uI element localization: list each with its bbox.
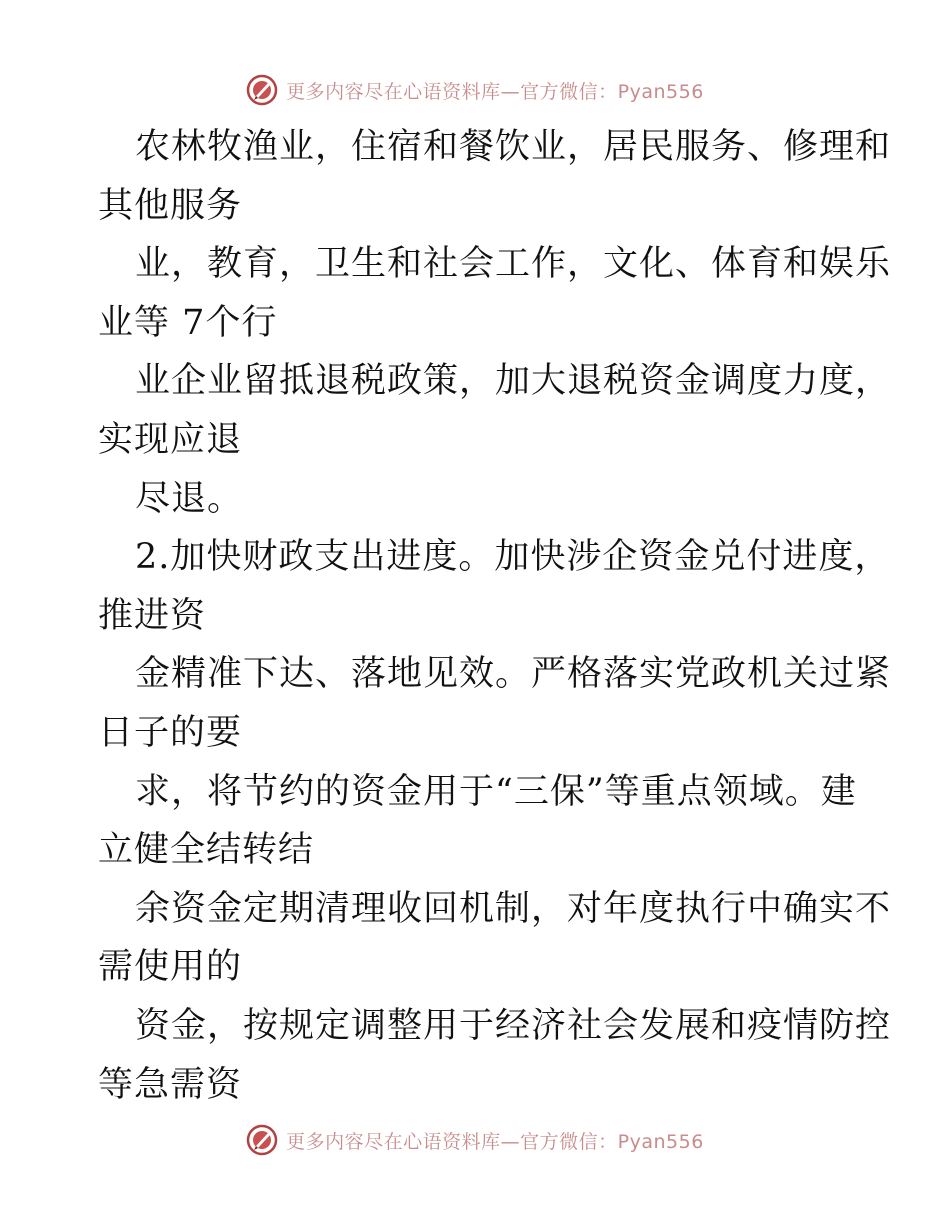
body-line: 2.加快财政支出进度。加快涉企资金兑付进度，	[135, 537, 891, 578]
body-line: 资金，按规定调整用于经济社会发展和疫情防控	[135, 1005, 892, 1046]
body-line: 等急需资	[98, 1064, 243, 1105]
header-banner	[0, 70, 950, 110]
body-line: 需使用的	[98, 947, 243, 988]
body-line: 业企业留抵退税政策，加大退税资金调度力度，	[135, 361, 892, 402]
footer-banner	[0, 1120, 950, 1160]
document-body	[98, 118, 892, 1114]
body-line: 其他服务	[98, 185, 243, 226]
body-line: 金精准下达、落地见效。严格落实党政机关过紧	[135, 654, 892, 695]
body-line: 立健全结转结	[98, 830, 315, 871]
body-line: 余资金定期清理收回机制，对年度执行中确实不	[135, 888, 892, 929]
body-line: 日子的要	[98, 712, 243, 753]
body-line: 尽退。	[135, 478, 244, 519]
body-line: 求，将节约的资金用于“三保”等重点领域。建	[135, 771, 857, 812]
footer-banner-text: 更多内容尽在心语资料库—官方微信：Pyan556	[286, 1130, 704, 1153]
body-line: 业等 7个行	[98, 302, 278, 343]
pen-logo-icon	[246, 1124, 278, 1156]
body-line: 实现应退	[98, 419, 243, 460]
header-banner-text: 更多内容尽在心语资料库—官方微信：Pyan556	[286, 80, 704, 103]
body-line: 业，教育，卫生和社会工作，文化、体育和娱乐	[135, 244, 892, 285]
body-line: 推进资	[98, 595, 207, 636]
body-line: 农林牧渔业，住宿和餐饮业，居民服务、修理和	[135, 127, 892, 167]
pen-logo-icon	[246, 74, 278, 106]
